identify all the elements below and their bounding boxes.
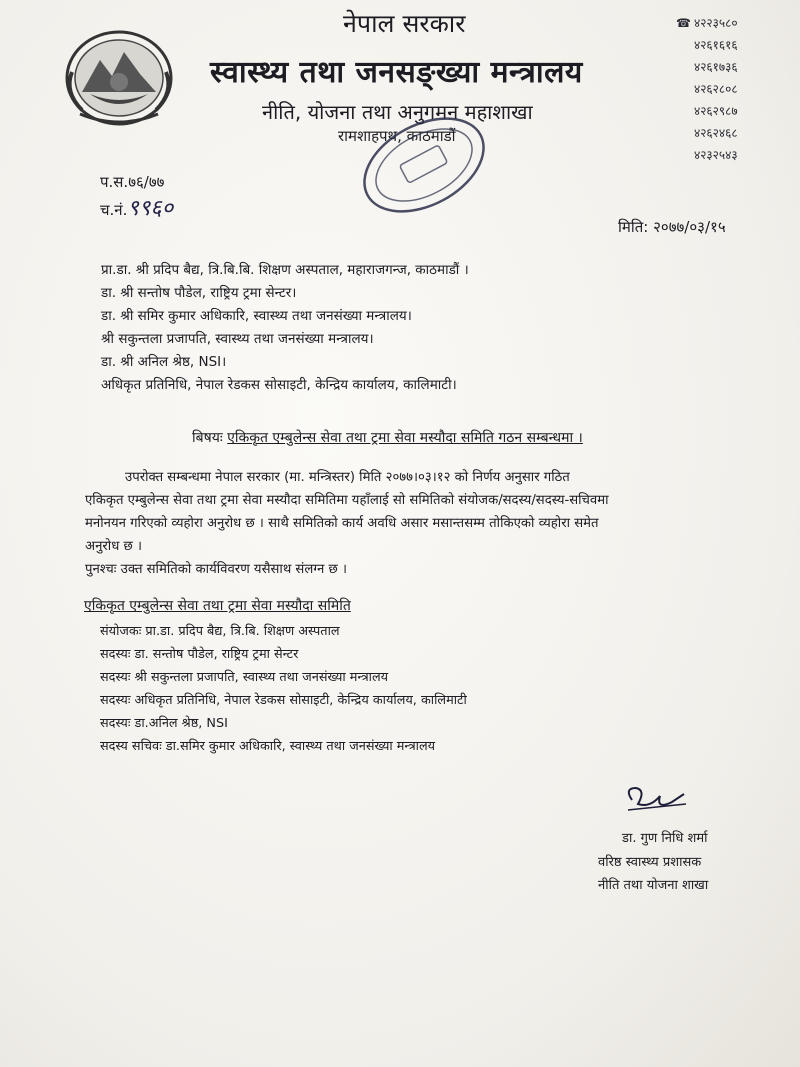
body-line: मनोनयन गरिएको व्यहोरा अनुरोध छ । साथै समितिको कार्य अवधि असार मसान्तसम्म तोकिएको व्यहोरा समेत [85,516,599,531]
addressee-line: प्रा.डा. श्री प्रदिप बैद्य, त्रि.बि.बि. शिक्षण अस्पताल, महाराजगन्ज, काठमाडौं । [101,262,469,278]
addressee-line: श्री सकुन्तला प्रजापति, स्वास्थ्य तथा जनसंख्या मन्त्रालय। [101,331,374,347]
letter-date: मिति: २०७७/०३/१५ [618,218,726,236]
signatory-name: डा. गुण निधि शर्मा [622,831,708,846]
phone-number: ४२६१६१६ [693,38,738,52]
phone-number: ४२६१७३६ [693,60,738,74]
phone-list [676,12,786,166]
telephone-icon: ☎ [676,16,691,30]
chalani-number: ९९६० [127,196,174,221]
government-heading: नेपाल सरकार [343,9,466,38]
phone-number: ४२३२५४३ [693,148,738,162]
nepal-government-emblem [60,22,178,130]
office-stamp [354,110,494,220]
addressee-line: डा. श्री समिर कुमार अधिकारि, स्वास्थ्य तथा जनसंख्या मन्त्रालय। [101,308,412,324]
phone-number: ४२६२९८७ [693,104,738,118]
phone-number: ४२६२४६८ [693,126,738,140]
signatory-designation: वरिष्ठ स्वास्थ्य प्रशासक [598,855,702,870]
signatory-office: नीति तथा योजना शाखा [598,878,709,893]
chalani-number-row [100,192,173,222]
addressee-line: अधिकृत प्रतिनिधि, नेपाल रेडकस सोसाइटी, केन्द्रिय कार्यालय, कालिमाटी। [101,377,457,393]
committee-title: एकिकृत एम्बुलेन्स सेवा तथा ट्रमा सेवा मस्यौदा समिति [84,598,351,614]
postscript: पुनश्चः उक्त समितिको कार्यविवरण यसैसाथ संलग्न छ । [85,562,347,577]
phone-number: ☎ ४२२३५८० [676,16,738,30]
committee-member: संयोजकः प्रा.डा. प्रदिप बैद्य, त्रि.बि. शिक्षण अस्पताल [100,624,340,639]
office-address: रामशाहपथ, काठमाडौं [338,127,456,145]
body-line: अनुरोध छ । [85,539,142,554]
body-line: एकिकृत एम्बुलेन्स सेवा तथा ट्रमा सेवा मस्यौदा समितिमा यहाँलाई सो समितिको संयोजक/सदस्य/सदस्य-सचिवमा [85,493,609,508]
subject-label: बिषयः [192,430,223,446]
committee-member: सदस्यः डा. सन्तोष पौडेल, राष्ट्रिय ट्रमा सेन्टर [100,647,299,662]
subject-text: एकिकृत एम्बुलेन्स सेवा तथा ट्रमा सेवा मस्यौदा समिति गठन सम्बन्धमा । [227,430,583,446]
division-heading: नीति, योजना तथा अनुगमन महाशाखा [262,100,533,124]
committee-member: सदस्यः श्री सकुन्तला प्रजापति, स्वास्थ्य तथा जनसंख्या मन्त्रालय [100,670,389,685]
chalani-label: च.नं. [100,201,128,219]
committee-member: सदस्य सचिवः डा.समिर कुमार अधिकारि, स्वास्थ्य तथा जनसंख्या मन्त्रालय [100,739,436,754]
signature [620,780,690,820]
committee-member: सदस्यः डा.अनिल श्रेष्ठ, NSI [100,716,228,731]
addressee-line: डा. श्री सन्तोष पौडेल, राष्ट्रिय ट्रमा सेन्टर। [101,285,297,301]
addressee-line: डा. श्री अनिल श्रेष्ठ, NSI। [101,354,227,370]
phone-number: ४२६२८०८ [693,82,738,96]
letter-body [85,466,725,581]
ministry-heading: स्वास्थ्य तथा जनसङ्ख्या मन्त्रालय [210,55,583,90]
subject-line [192,428,583,447]
committee-member: सदस्यः अधिकृत प्रतिनिधि, नेपाल रेडकस सोसाइटी, केन्द्रिय कार्यालय, कालिमाटी [100,693,467,708]
body-line: उपरोक्त सम्बन्धमा नेपाल सरकार (मा. मन्त्रिस्तर) मिति २०७७।०३।१२ को निर्णय अनुसार गठित [125,470,570,485]
patra-sankhya: प.स.७६/७७ [100,173,165,191]
